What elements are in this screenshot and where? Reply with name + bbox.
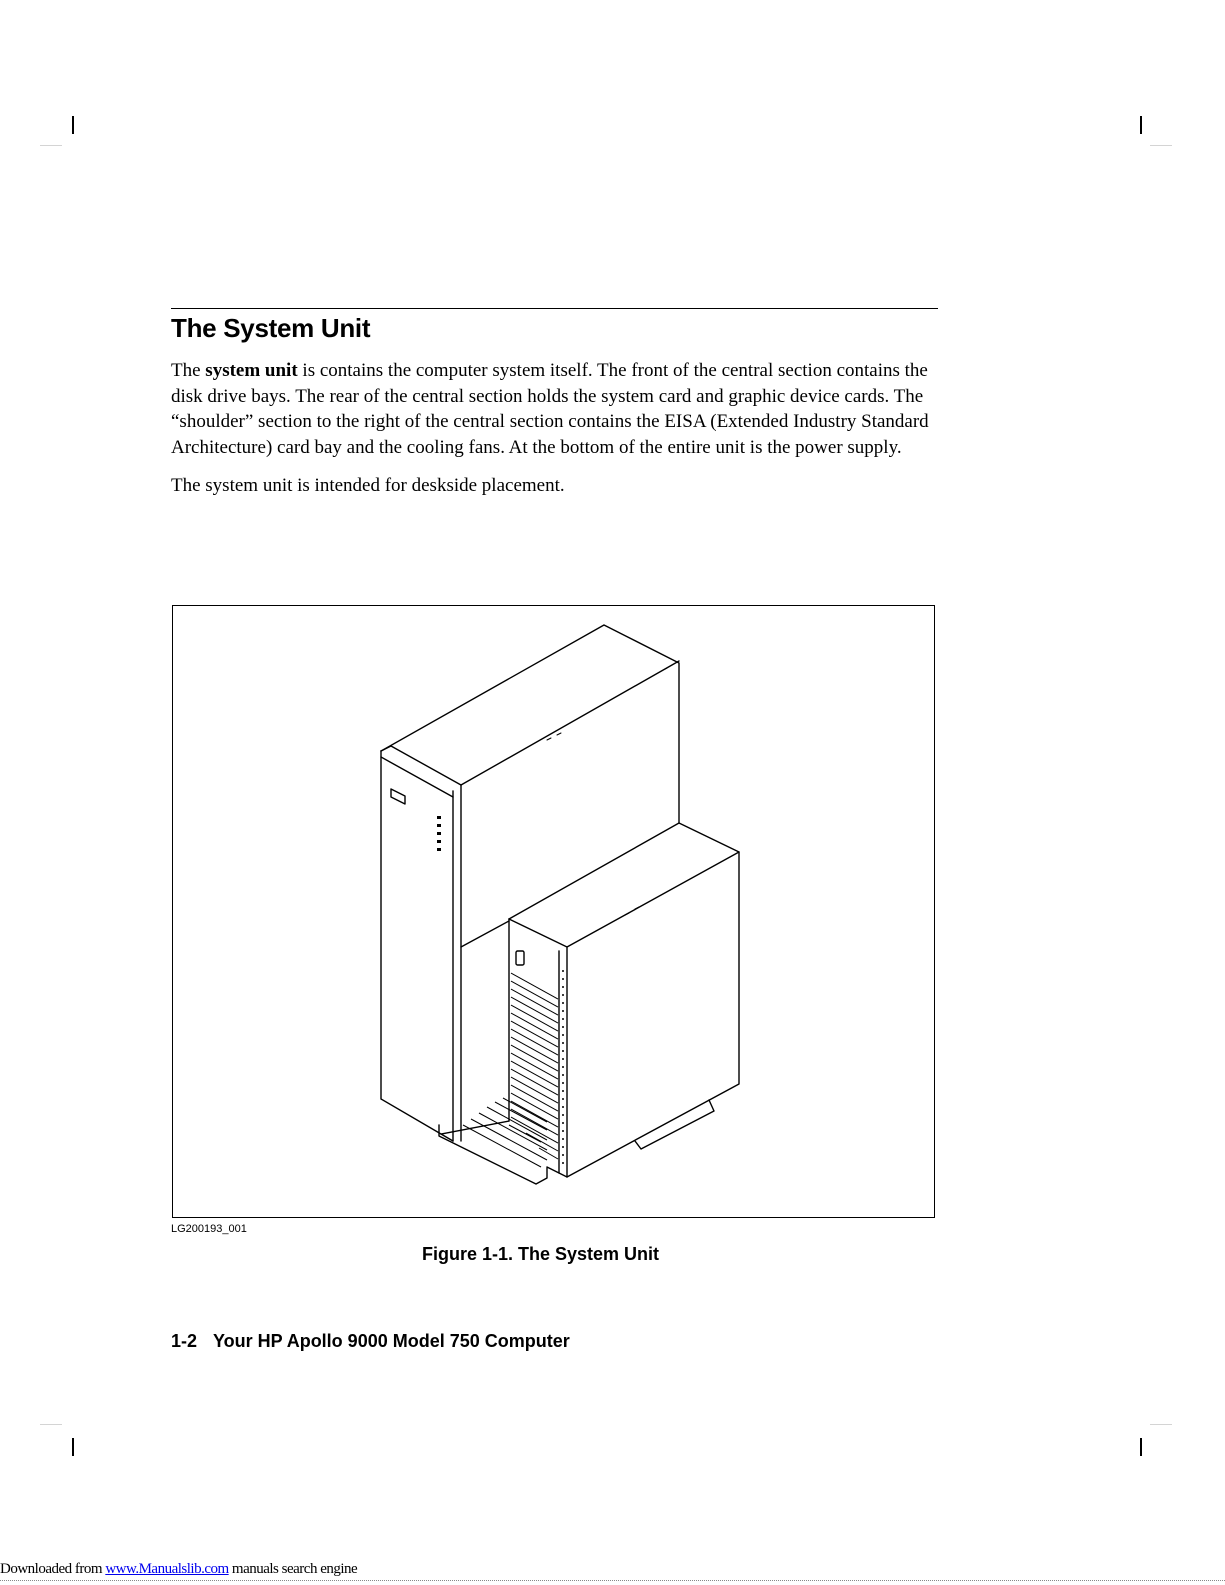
figure-caption: Figure 1-1. The System Unit (422, 1244, 660, 1264)
section-rule (171, 308, 938, 309)
footer-title: Your HP Apollo 9000 Model 750 Computer (213, 1331, 570, 1351)
footer-dotted-line (0, 1580, 1225, 1581)
manualslib-link[interactable]: www.Manualslib.com (105, 1561, 229, 1577)
crop-tick-top-left (40, 145, 62, 146)
page-footer (171, 1331, 570, 1352)
paragraph-1: The system unit is contains the computer system itself. The front of the central section contains the disk drive bays. The rear of the central section holds the system card and graphic device cards. The “shoulder” section to the right of the central section contains the EISA (Extended Industry Standard Architecture) card bay and the cooling fans. At the bottom of the entire unit is the power supply. (171, 360, 929, 458)
crop-tick-top-right (1150, 145, 1172, 146)
page-number: 1-2 (171, 1331, 198, 1351)
system-unit-illustration (173, 606, 934, 1217)
crop-mark-top-left (72, 116, 74, 134)
crop-mark-bottom-left (72, 1438, 74, 1456)
paragraph-2: The system unit is intended for deskside placement. (171, 475, 565, 496)
figure-id-label: LG200193_001 (171, 1223, 247, 1235)
term-system-unit: system unit (205, 360, 298, 381)
crop-tick-bottom-left (40, 1424, 62, 1425)
body-text (171, 358, 941, 512)
crop-tick-bottom-right (1150, 1424, 1172, 1425)
download-notice: Downloaded from www.Manualslib.com manuals search engine (0, 1561, 358, 1577)
crop-mark-top-right (1140, 116, 1142, 134)
section-title: The System Unit (171, 313, 371, 343)
figure-frame (172, 605, 935, 1218)
crop-mark-bottom-right (1140, 1438, 1142, 1456)
